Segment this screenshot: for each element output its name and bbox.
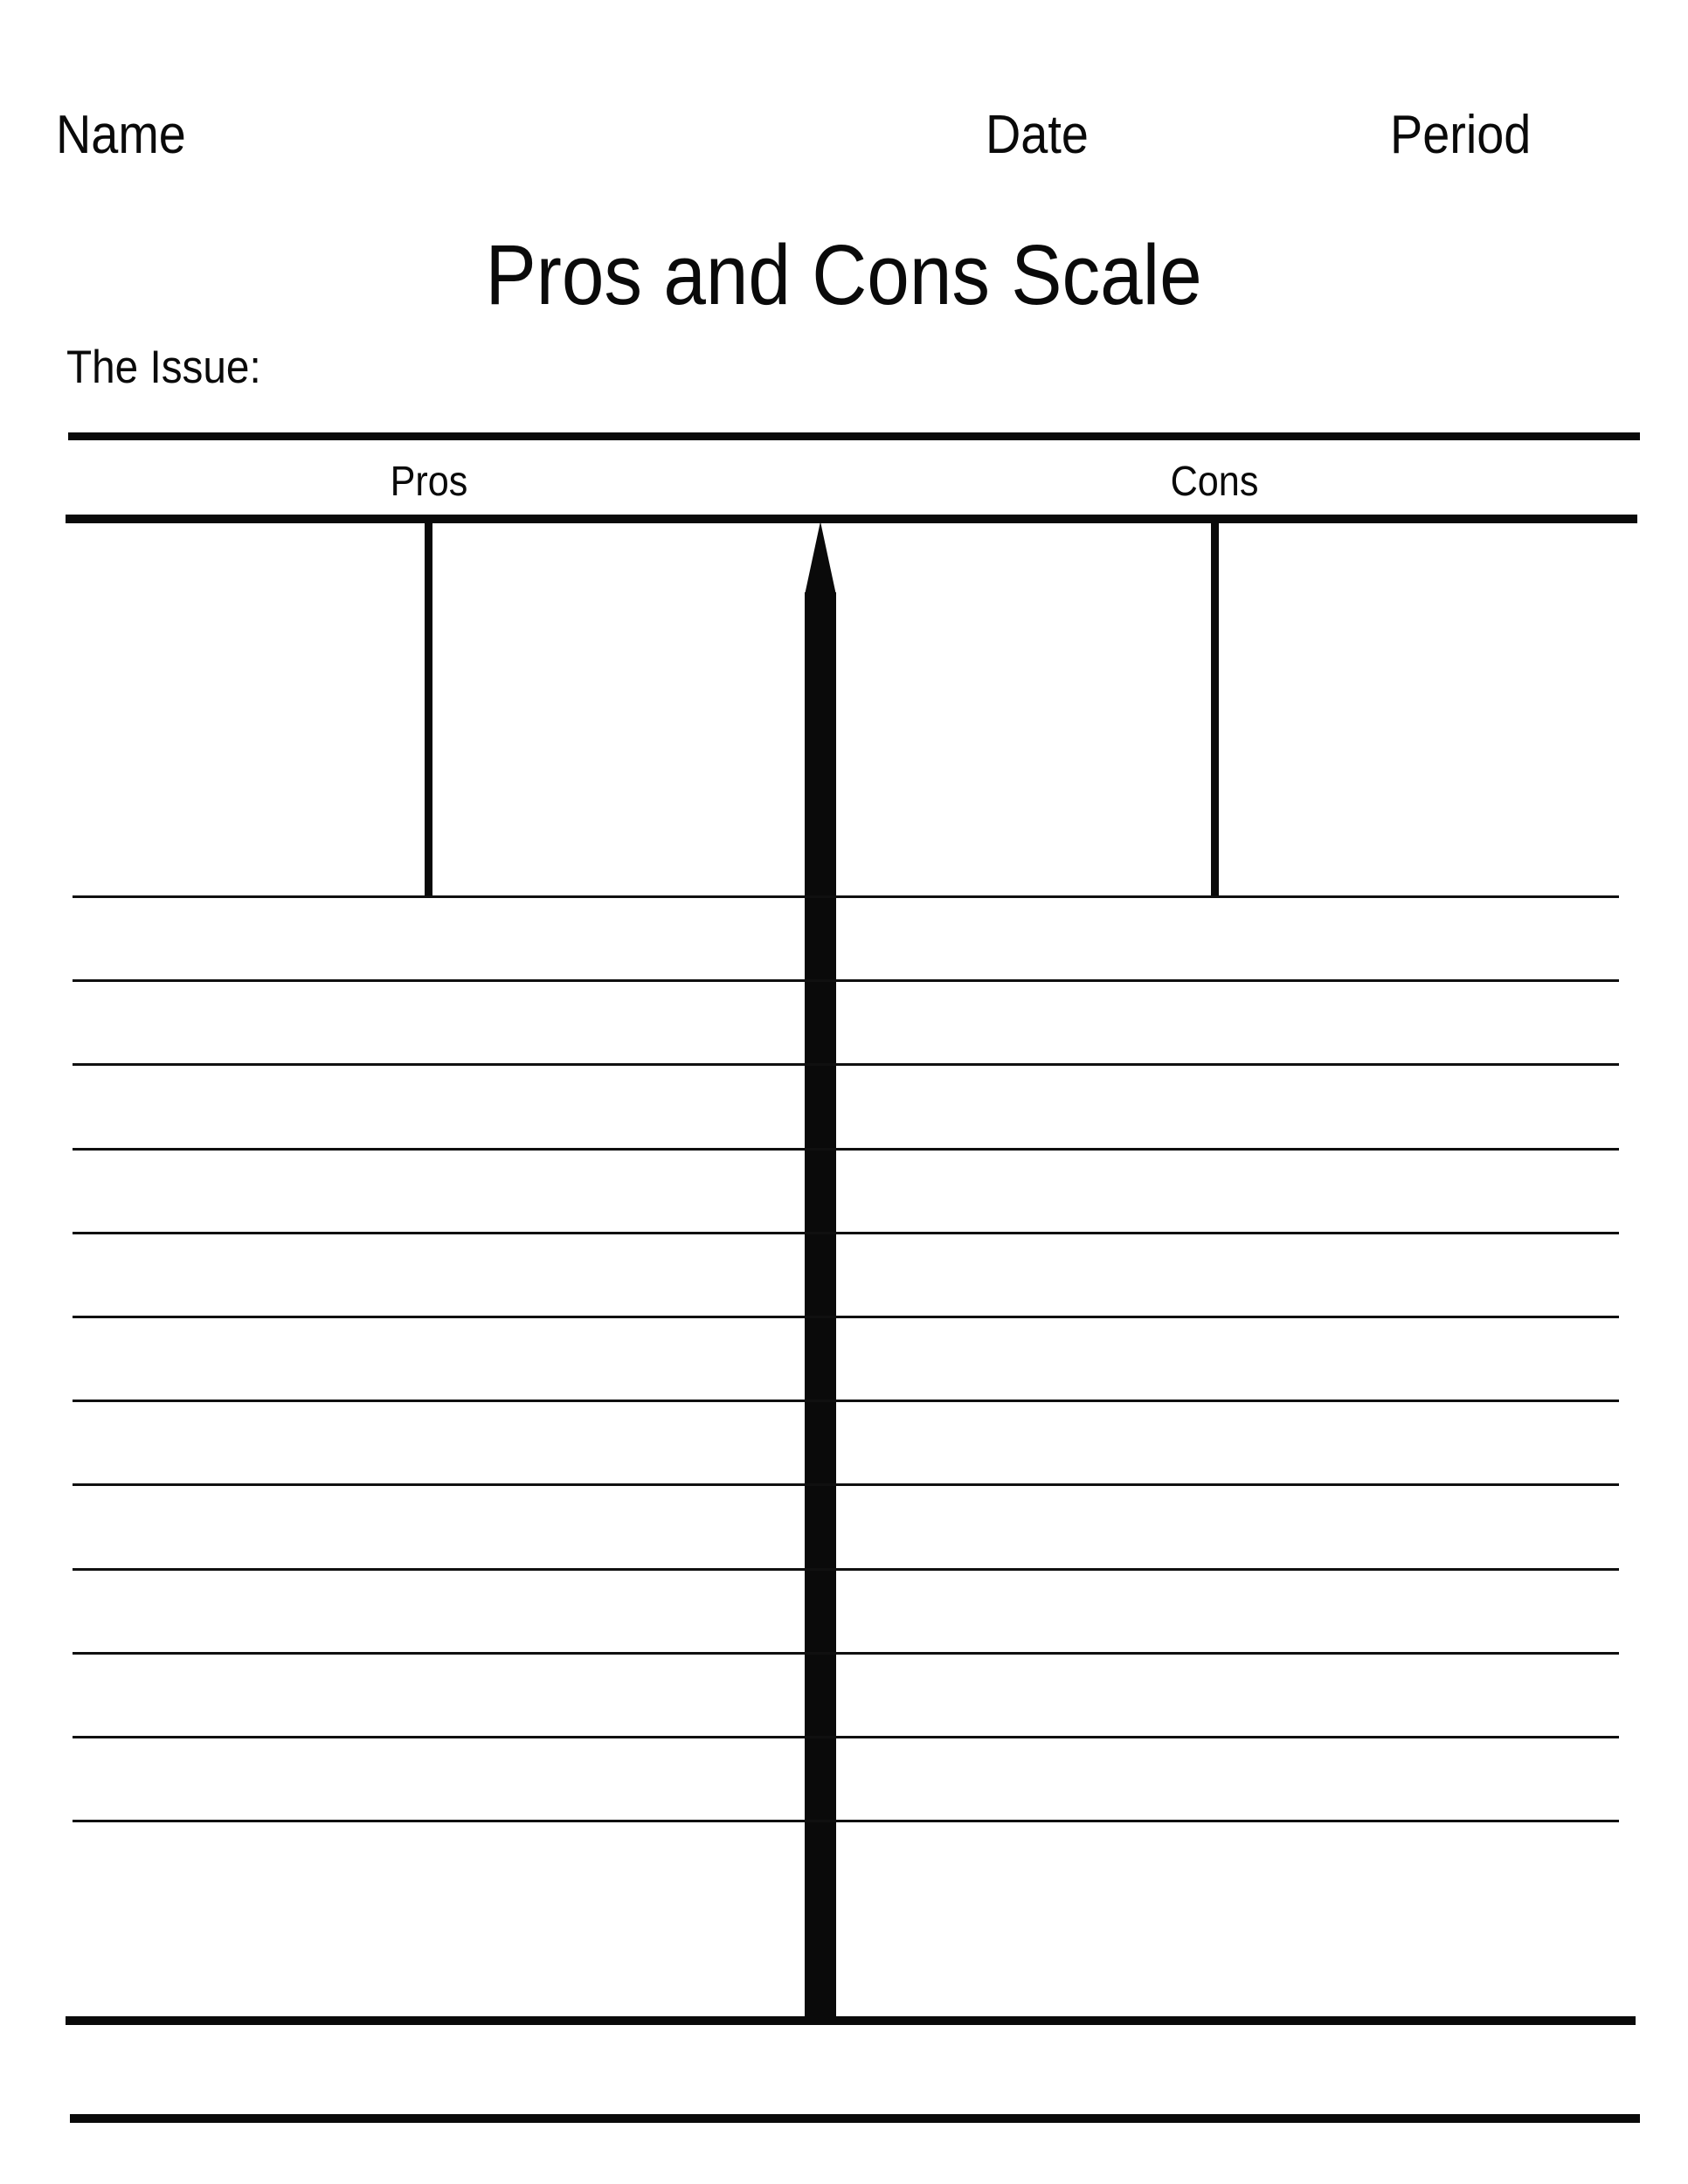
writing-line [73, 1400, 1619, 1402]
header-rule [66, 515, 1637, 523]
writing-line [73, 1483, 1619, 1486]
cons-label: Cons [1170, 459, 1259, 505]
name-label: Name [56, 105, 186, 165]
writing-line [73, 1232, 1619, 1234]
cons-divider-line [1211, 522, 1219, 898]
writing-line [73, 1568, 1619, 1571]
writing-line [73, 1148, 1619, 1151]
writing-line [73, 1736, 1619, 1738]
bottom-rule [70, 2114, 1640, 2123]
writing-lines [73, 895, 1619, 1904]
writing-line [73, 1820, 1619, 1822]
writing-line [73, 1063, 1619, 1066]
writing-line [73, 1316, 1619, 1318]
issue-label: The Issue: [66, 342, 261, 393]
writing-line [73, 979, 1619, 982]
date-label: Date [986, 105, 1089, 165]
footer-rule [66, 2016, 1636, 2025]
writing-line [73, 1652, 1619, 1655]
period-label: Period [1390, 105, 1532, 165]
page-title: Pros and Cons Scale [485, 227, 1203, 322]
scale-pointer-tip-icon [805, 522, 836, 595]
pros-label: Pros [390, 459, 468, 505]
top-rule [68, 432, 1640, 440]
writing-line [73, 895, 1619, 898]
pros-divider-line [425, 522, 432, 898]
